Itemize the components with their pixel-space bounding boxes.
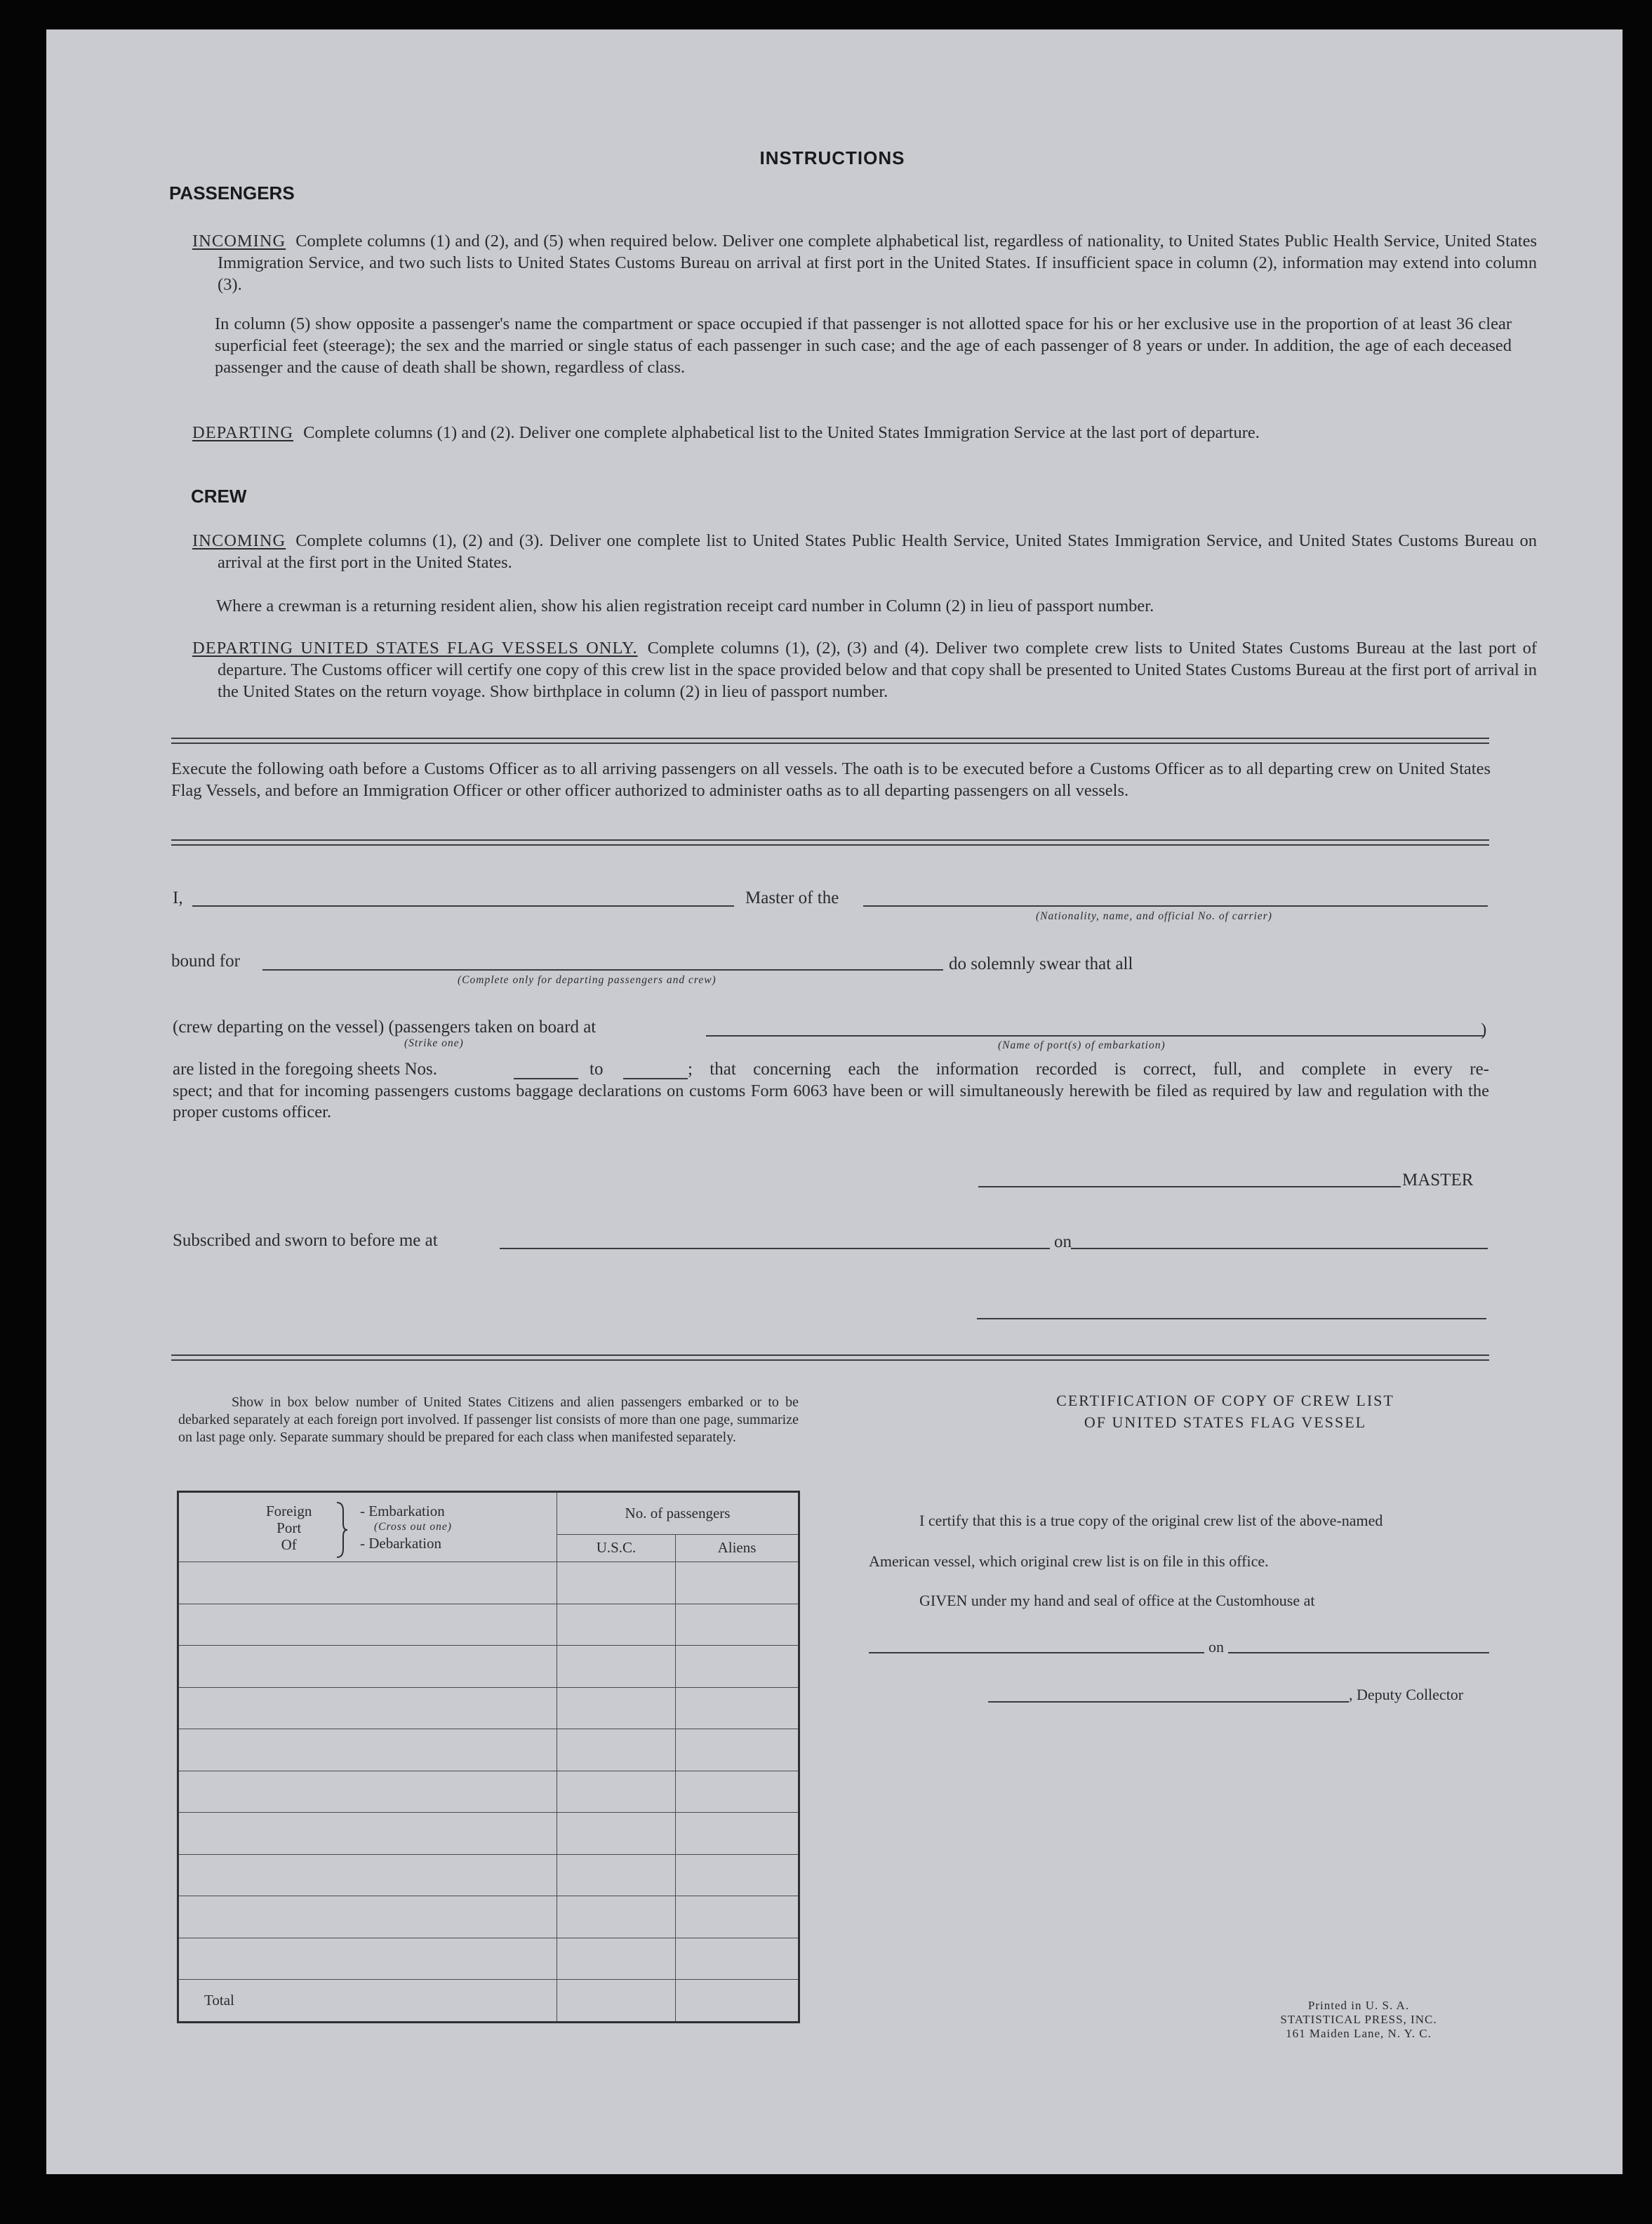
- port-cell[interactable]: [178, 1687, 557, 1729]
- master-signature-field[interactable]: [978, 1186, 1401, 1187]
- listed-cont-text: spect; and that for incoming passengers customs baggage declarations on customs Form 6063 have been or will simultaneously herewith be filed as required by law and regulation with the proper customs officer.: [173, 1081, 1489, 1121]
- usc-cell[interactable]: [557, 1729, 676, 1771]
- usc-cell[interactable]: [557, 1854, 676, 1896]
- usc-cell[interactable]: [557, 1604, 676, 1646]
- customhouse-field[interactable]: [869, 1652, 1204, 1653]
- usc-cell[interactable]: [557, 1813, 676, 1855]
- no-passengers-header: No. of passengers: [557, 1492, 799, 1535]
- cross-out-caption: (Cross out one): [374, 1521, 452, 1533]
- table-row: [178, 1938, 799, 1980]
- aliens-cell[interactable]: [676, 1687, 799, 1729]
- printer-imprint: Printed in U. S. A. STATISTICAL PRESS, INC. 161 Maiden Lane, N. Y. C.: [1280, 1999, 1437, 2040]
- summary-instruction: Show in box below number of United States Citizens and alien passengers embarked or to be debarked separately at each foreign port involved. If passenger list consists of more than one page, summarize on last page only. Separate summary should be prepared for each class when manifested separately.: [178, 1394, 799, 1445]
- passengers-departing-text: Complete columns (1) and (2). Deliver one complete alphabetical list to the United States Immigration Service at the last port of departure.: [303, 423, 1260, 442]
- total-usc-cell[interactable]: [557, 1980, 676, 2023]
- aliens-cell[interactable]: [676, 1938, 799, 1980]
- oath-i-label: I,: [173, 888, 183, 907]
- master-label: MASTER: [1402, 1171, 1474, 1190]
- passengers-departing-label: DEPARTING: [192, 423, 294, 442]
- aliens-cell[interactable]: [676, 1646, 799, 1688]
- usc-cell[interactable]: [557, 1646, 676, 1688]
- usc-cell[interactable]: [557, 1896, 676, 1938]
- officer-signature-field[interactable]: [977, 1318, 1486, 1319]
- aliens-header: Aliens: [676, 1534, 799, 1562]
- bound-for-field[interactable]: [262, 969, 943, 971]
- usc-cell[interactable]: [557, 1771, 676, 1813]
- certification-on-label: on: [1208, 1638, 1224, 1656]
- close-paren: ): [1481, 1020, 1487, 1039]
- aliens-cell[interactable]: [676, 1854, 799, 1896]
- aliens-cell[interactable]: [676, 1604, 799, 1646]
- certification-text-1: I certify that this is a true copy of the original crew list of the above-named: [919, 1512, 1383, 1529]
- deputy-signature-field[interactable]: [988, 1701, 1349, 1703]
- passengers-heading: PASSENGERS: [169, 182, 295, 204]
- section-divider: [171, 1354, 1489, 1361]
- listed-sheets-text: are listed in the foregoing sheets Nos.: [173, 1060, 437, 1079]
- bound-for-label: bound for: [171, 952, 240, 971]
- section-divider: [171, 839, 1489, 846]
- passengers-incoming-label: INCOMING: [192, 232, 286, 251]
- port-header-cell: [178, 1492, 557, 1562]
- section-divider: [171, 738, 1489, 744]
- usc-cell[interactable]: [557, 1562, 676, 1604]
- port-caption: (Name of port(s) of embarkation): [998, 1039, 1166, 1051]
- passengers-departing-instruction: [192, 422, 1537, 444]
- listed-rest-text: ; that concerning each the information recorded is correct, full, and complete in every re-: [688, 1060, 1489, 1079]
- crew-incoming-label: INCOMING: [192, 531, 286, 550]
- carrier-field[interactable]: [863, 905, 1488, 907]
- total-aliens-cell[interactable]: [676, 1980, 799, 2023]
- crew-departing-label: DEPARTING UNITED STATES FLAG VESSELS ONLY.: [192, 639, 638, 658]
- page-title: INSTRUCTIONS: [759, 147, 905, 168]
- passenger-summary-table: [177, 1491, 800, 2023]
- to-label: to: [589, 1060, 604, 1079]
- port-cell[interactable]: [178, 1938, 557, 1980]
- embarkation-label[interactable]: - Embarkation: [360, 1503, 445, 1519]
- sheet-to-field[interactable]: [623, 1078, 688, 1079]
- strike-one-caption: (Strike one): [404, 1037, 464, 1049]
- bound-for-caption: (Complete only for departing passengers and crew): [458, 974, 717, 986]
- port-cell[interactable]: [178, 1854, 557, 1896]
- foreign-port-of: Foreign Port Of: [266, 1503, 312, 1553]
- port-cell[interactable]: [178, 1729, 557, 1771]
- total-row: [178, 1980, 799, 2023]
- certification-date-field[interactable]: [1228, 1652, 1489, 1653]
- aliens-cell[interactable]: [676, 1562, 799, 1604]
- table-row: [178, 1729, 799, 1771]
- certification-text-2: American vessel, which original crew list is on file in this office.: [869, 1552, 1269, 1570]
- subscribed-label: Subscribed and sworn to before me at: [173, 1231, 438, 1250]
- usc-cell[interactable]: [557, 1687, 676, 1729]
- deputy-collector-label: , Deputy Collector: [1349, 1686, 1464, 1703]
- port-cell[interactable]: [178, 1604, 557, 1646]
- oath-instruction: Execute the following oath before a Customs Officer as to all arriving passengers on all vessels. The oath is to be executed before a Customs Officer as to all departing crew on United States Flag Vessels, and before an Immigration Officer or other officer authorized to administer oaths as to all departing passengers on all vessels.: [171, 759, 1491, 800]
- usc-header: U.S.C.: [557, 1534, 676, 1562]
- passengers-incoming-text: Complete columns (1) and (2), and (5) when required below. Deliver one complete alphabetical list, regardless of nationality, to United States Public Health Service, United States Immigration Service, and two such lists to United States Customs Bureau on arrival at first port in the United States. If insufficient space in column (2), information may extend into column (3).: [218, 232, 1537, 294]
- passengers-incoming-instruction: [192, 230, 1537, 295]
- port-cell[interactable]: [178, 1562, 557, 1604]
- crew-departing-instruction: [192, 637, 1537, 703]
- aliens-cell[interactable]: [676, 1896, 799, 1938]
- brace-icon: [335, 1501, 349, 1559]
- crew-incoming-instruction: [192, 530, 1537, 573]
- embarkation-port-field[interactable]: [706, 1035, 1484, 1037]
- port-cell[interactable]: [178, 1896, 557, 1938]
- sheet-from-field[interactable]: [514, 1078, 578, 1079]
- port-cell[interactable]: [178, 1771, 557, 1813]
- sworn-location-field[interactable]: [500, 1248, 1050, 1249]
- aliens-cell[interactable]: [676, 1771, 799, 1813]
- table-row: [178, 1604, 799, 1646]
- port-cell[interactable]: [178, 1813, 557, 1855]
- form-sheet: [46, 29, 1623, 2174]
- on-label: on: [1054, 1232, 1072, 1251]
- table-row: [178, 1562, 799, 1604]
- port-cell[interactable]: [178, 1646, 557, 1688]
- crew-incoming-text: Complete columns (1), (2) and (3). Deliver one complete list to United States Public Health Service, United States Immigration Service, and United States Customs Bureau on arrival at the first port in the United States.: [218, 531, 1537, 572]
- table-row: [178, 1771, 799, 1813]
- column5-instruction: In column (5) show opposite a passenger's name the compartment or space occupied if that passenger is not allotted space for his or her exclusive use in the proportion of at least 36 clear superficial feet (steerage); the sex and the married or single status of each passenger in such case; and the age of each passenger of 8 years or under. In addition, the age of each deceased passenger and the cause of death shall be shown, regardless of class.: [215, 314, 1512, 377]
- total-label: Total: [178, 1980, 557, 2023]
- master-name-field[interactable]: [192, 905, 734, 907]
- aliens-cell[interactable]: [676, 1729, 799, 1771]
- table-row: [178, 1896, 799, 1938]
- aliens-cell[interactable]: [676, 1813, 799, 1855]
- certification-title-line2: OF UNITED STATES FLAG VESSEL: [1084, 1413, 1367, 1431]
- sworn-date-field[interactable]: [1071, 1248, 1488, 1249]
- crew-departing-text: (crew departing on the vessel) (passengers taken on board at: [173, 1018, 597, 1037]
- certification-text-3: GIVEN under my hand and seal of office at the Customhouse at: [919, 1592, 1315, 1609]
- table-row: [178, 1854, 799, 1896]
- carrier-caption: (Nationality, name, and official No. of carrier): [1036, 910, 1272, 922]
- usc-cell[interactable]: [557, 1938, 676, 1980]
- resident-alien-instruction: Where a crewman is a returning resident alien, show his alien registration receipt card number in Column (2) in lieu of passport number.: [216, 597, 1154, 615]
- table-row: [178, 1687, 799, 1729]
- table-row: [178, 1646, 799, 1688]
- certification-title: [917, 1390, 1534, 1433]
- table-row: [178, 1813, 799, 1855]
- crew-heading: CREW: [191, 486, 247, 507]
- crew-departing-text: Complete columns (1), (2), (3) and (4). Deliver two complete crew lists to United States Customs Bureau at the last port of departure. The Customs officer will certify one copy of this crew list in the space provided below and that copy shall be presented to United States Customs Bureau at the first port of arrival in the United States on the return voyage. Show birthplace in column (2) in lieu of passport number.: [218, 639, 1537, 701]
- certification-title-line1: CERTIFICATION OF COPY OF CREW LIST: [1056, 1392, 1394, 1409]
- debarkation-label[interactable]: - Debarkation: [360, 1535, 442, 1552]
- master-of-the-label: Master of the: [745, 888, 839, 907]
- swear-text: do solemnly swear that all: [949, 954, 1133, 973]
